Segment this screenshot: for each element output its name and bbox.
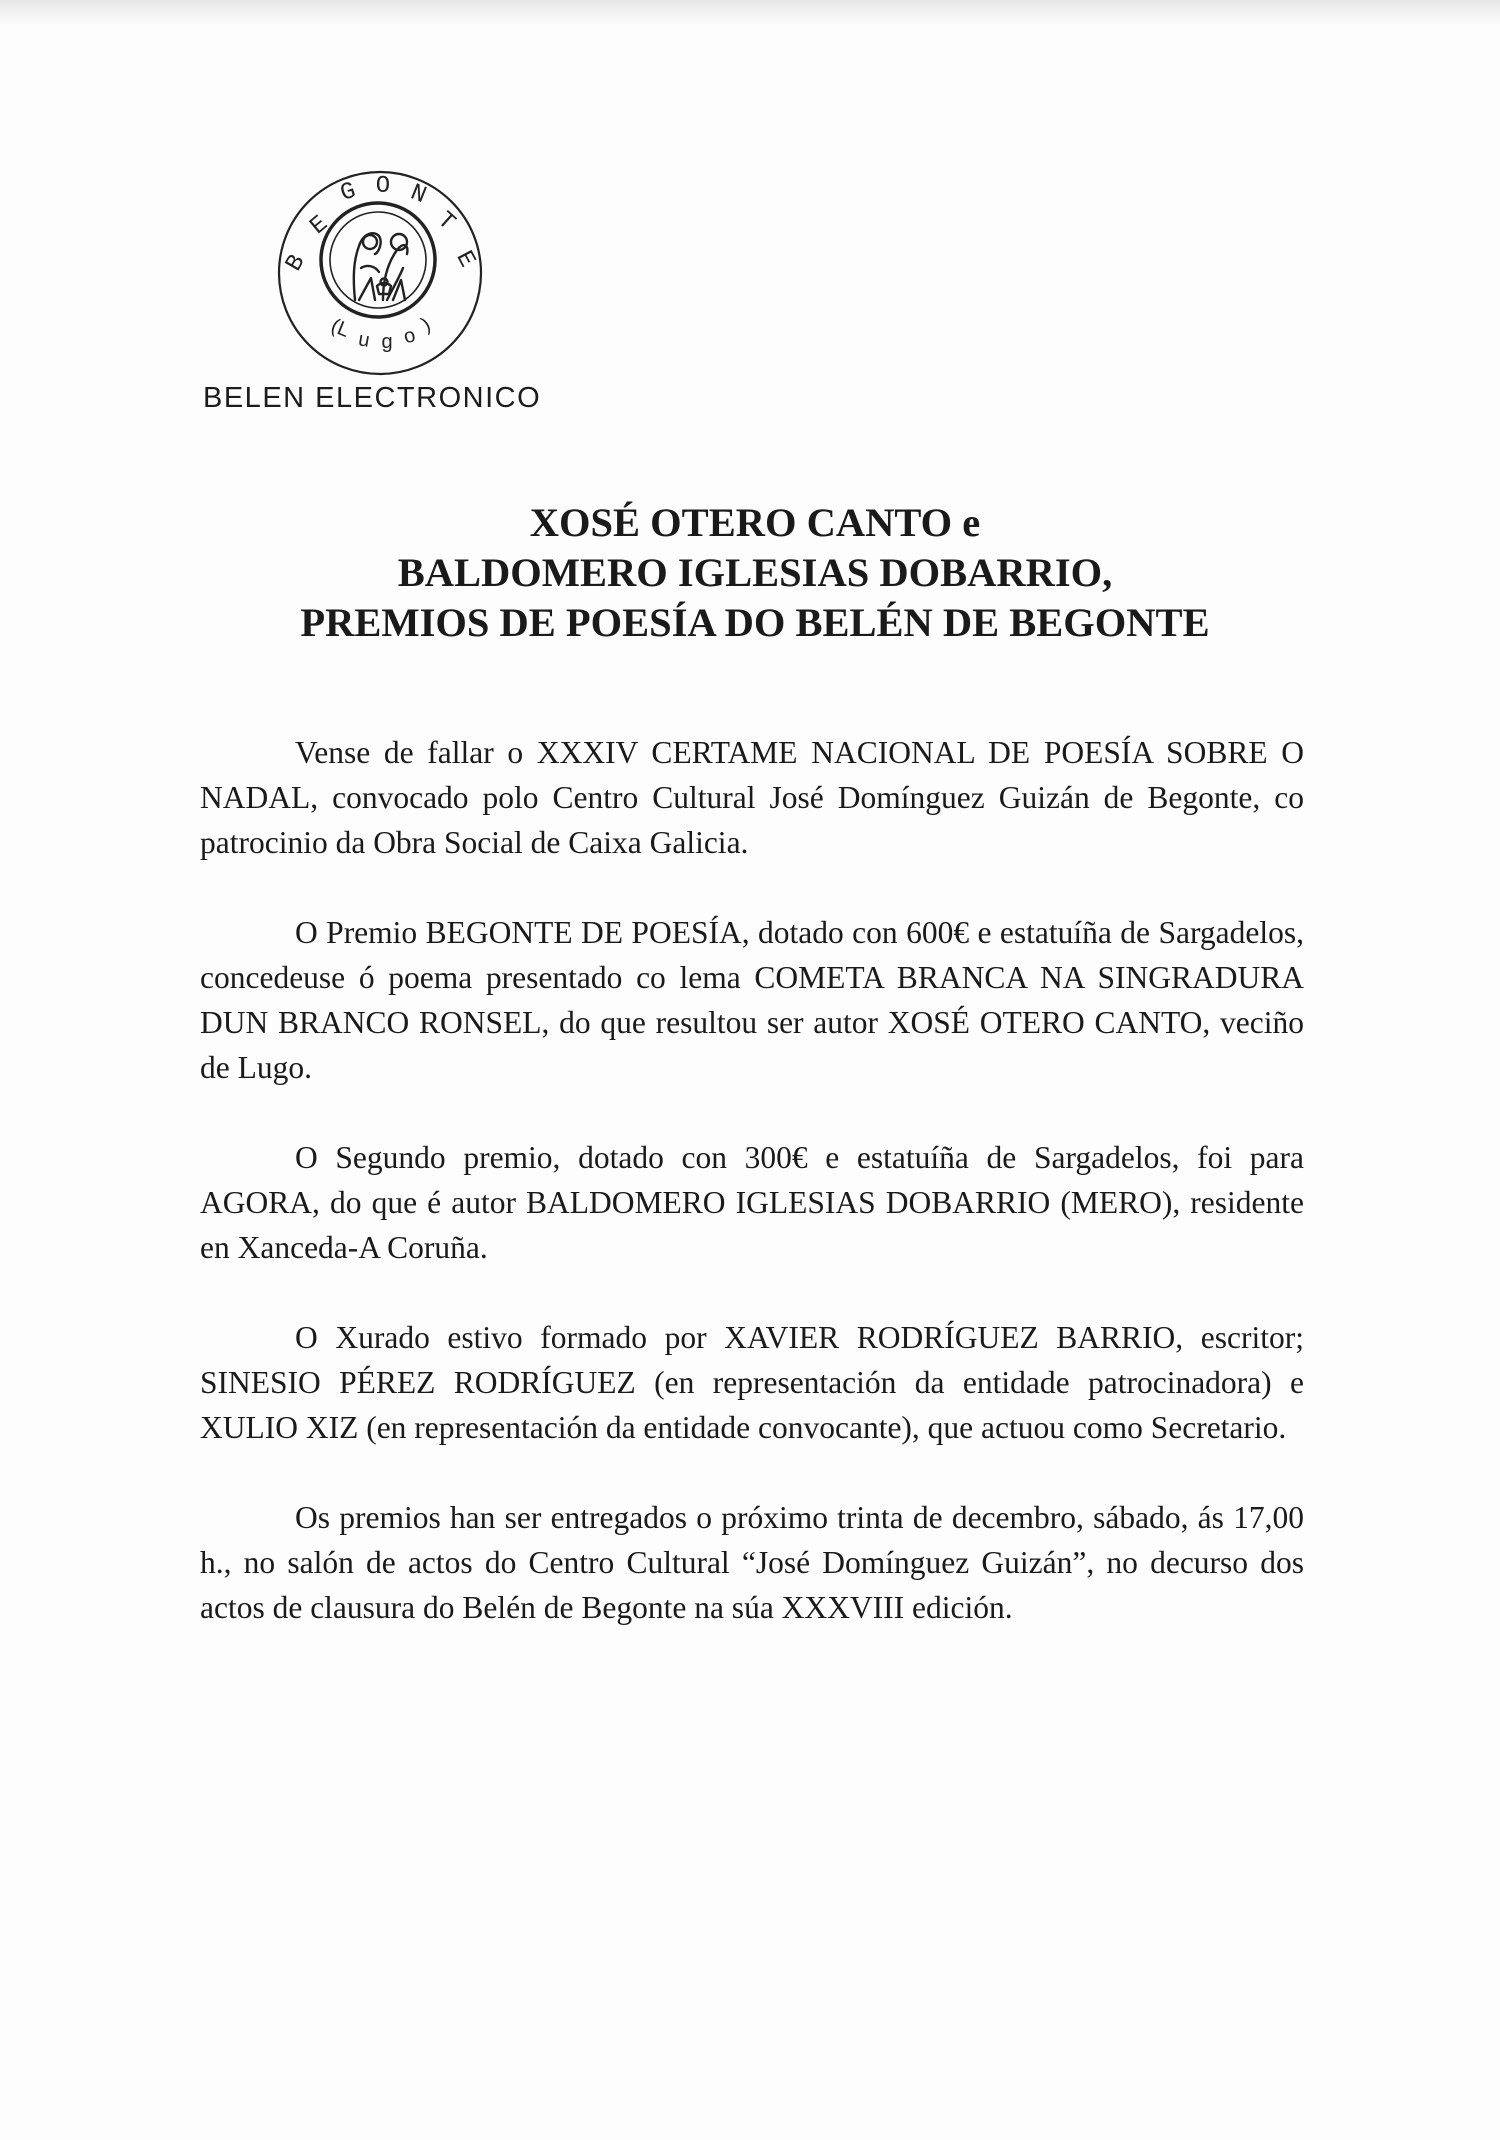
svg-text:T: T <box>431 207 461 237</box>
headline-line-1: XOSÉ OTERO CANTO e <box>529 500 981 545</box>
svg-text:E: E <box>449 246 481 273</box>
scan-edge-shadow <box>0 0 1500 26</box>
svg-text:u: u <box>356 328 372 352</box>
nativity-seal-icon <box>275 168 485 378</box>
begonte-seal-logo <box>275 168 485 378</box>
paragraph-jury: O Xurado estivo formado por XAVIER RODRÍGUEZ BARRIO, escritor; SINESIO PÉREZ RODRÍGUEZ (en representación da entidade patrocinadora) e XULIO XIZ (en representación da entidade convocante), que actuou como Secretario. <box>200 1320 1304 1445</box>
svg-text:g: g <box>381 331 393 353</box>
paragraph-award-ceremony: Os premios han ser entregados o próximo trinta de decembro, sábado, ás 17,00 h., no salón de actos do Centro Cultural “José Domínguez Guizán”, no decurso dos actos de clausura do Belén de Begonte na súa XXXVIII edición. <box>200 1500 1304 1625</box>
org-name: BELEN ELECTRONICO <box>203 382 542 414</box>
headline <box>200 498 1310 648</box>
press-release-body <box>200 730 1304 1675</box>
svg-text:O: O <box>375 173 391 200</box>
svg-text:E: E <box>305 210 334 241</box>
svg-text:G: G <box>337 177 360 208</box>
paragraph-first-prize: O Premio BEGONTE DE POESÍA, dotado con 600€ e estatuíña de Sargadelos, concedeuse ó poema presentado co lema COMETA BRANCA NA SINGRADURA DUN BRANCO RONSEL, do que resultou ser autor XOSÉ OTERO CANTO, veciño de Lugo. <box>200 915 1304 1085</box>
paragraph-second-prize: O Segundo premio, dotado con 300€ e estatuíña de Sargadelos, foi para AGORA, do que é autor BALDOMERO IGLESIAS DOBARRIO (MERO), residente en Xanceda-A Coruña. <box>200 1140 1304 1265</box>
svg-text:(L: (L <box>327 314 353 342</box>
svg-text:o: o <box>401 324 418 349</box>
paragraph-contest-announcement: Vense de fallar o XXXIV CERTAME NACIONAL DE POESÍA SOBRE O NADAL, convocado polo Centro Cultural José Domínguez Guizán de Begonte, co patrocinio da Obra Social de Caixa Galicia. <box>200 735 1304 860</box>
headline-line-2: BALDOMERO IGLESIAS DOBARRIO, <box>397 550 1113 595</box>
svg-text:N: N <box>406 179 430 211</box>
svg-text:B: B <box>280 250 312 277</box>
headline-line-3: PREMIOS DE POESÍA DO BELÉN DE BEGONTE <box>300 600 1210 645</box>
svg-text:): ) <box>418 313 435 336</box>
